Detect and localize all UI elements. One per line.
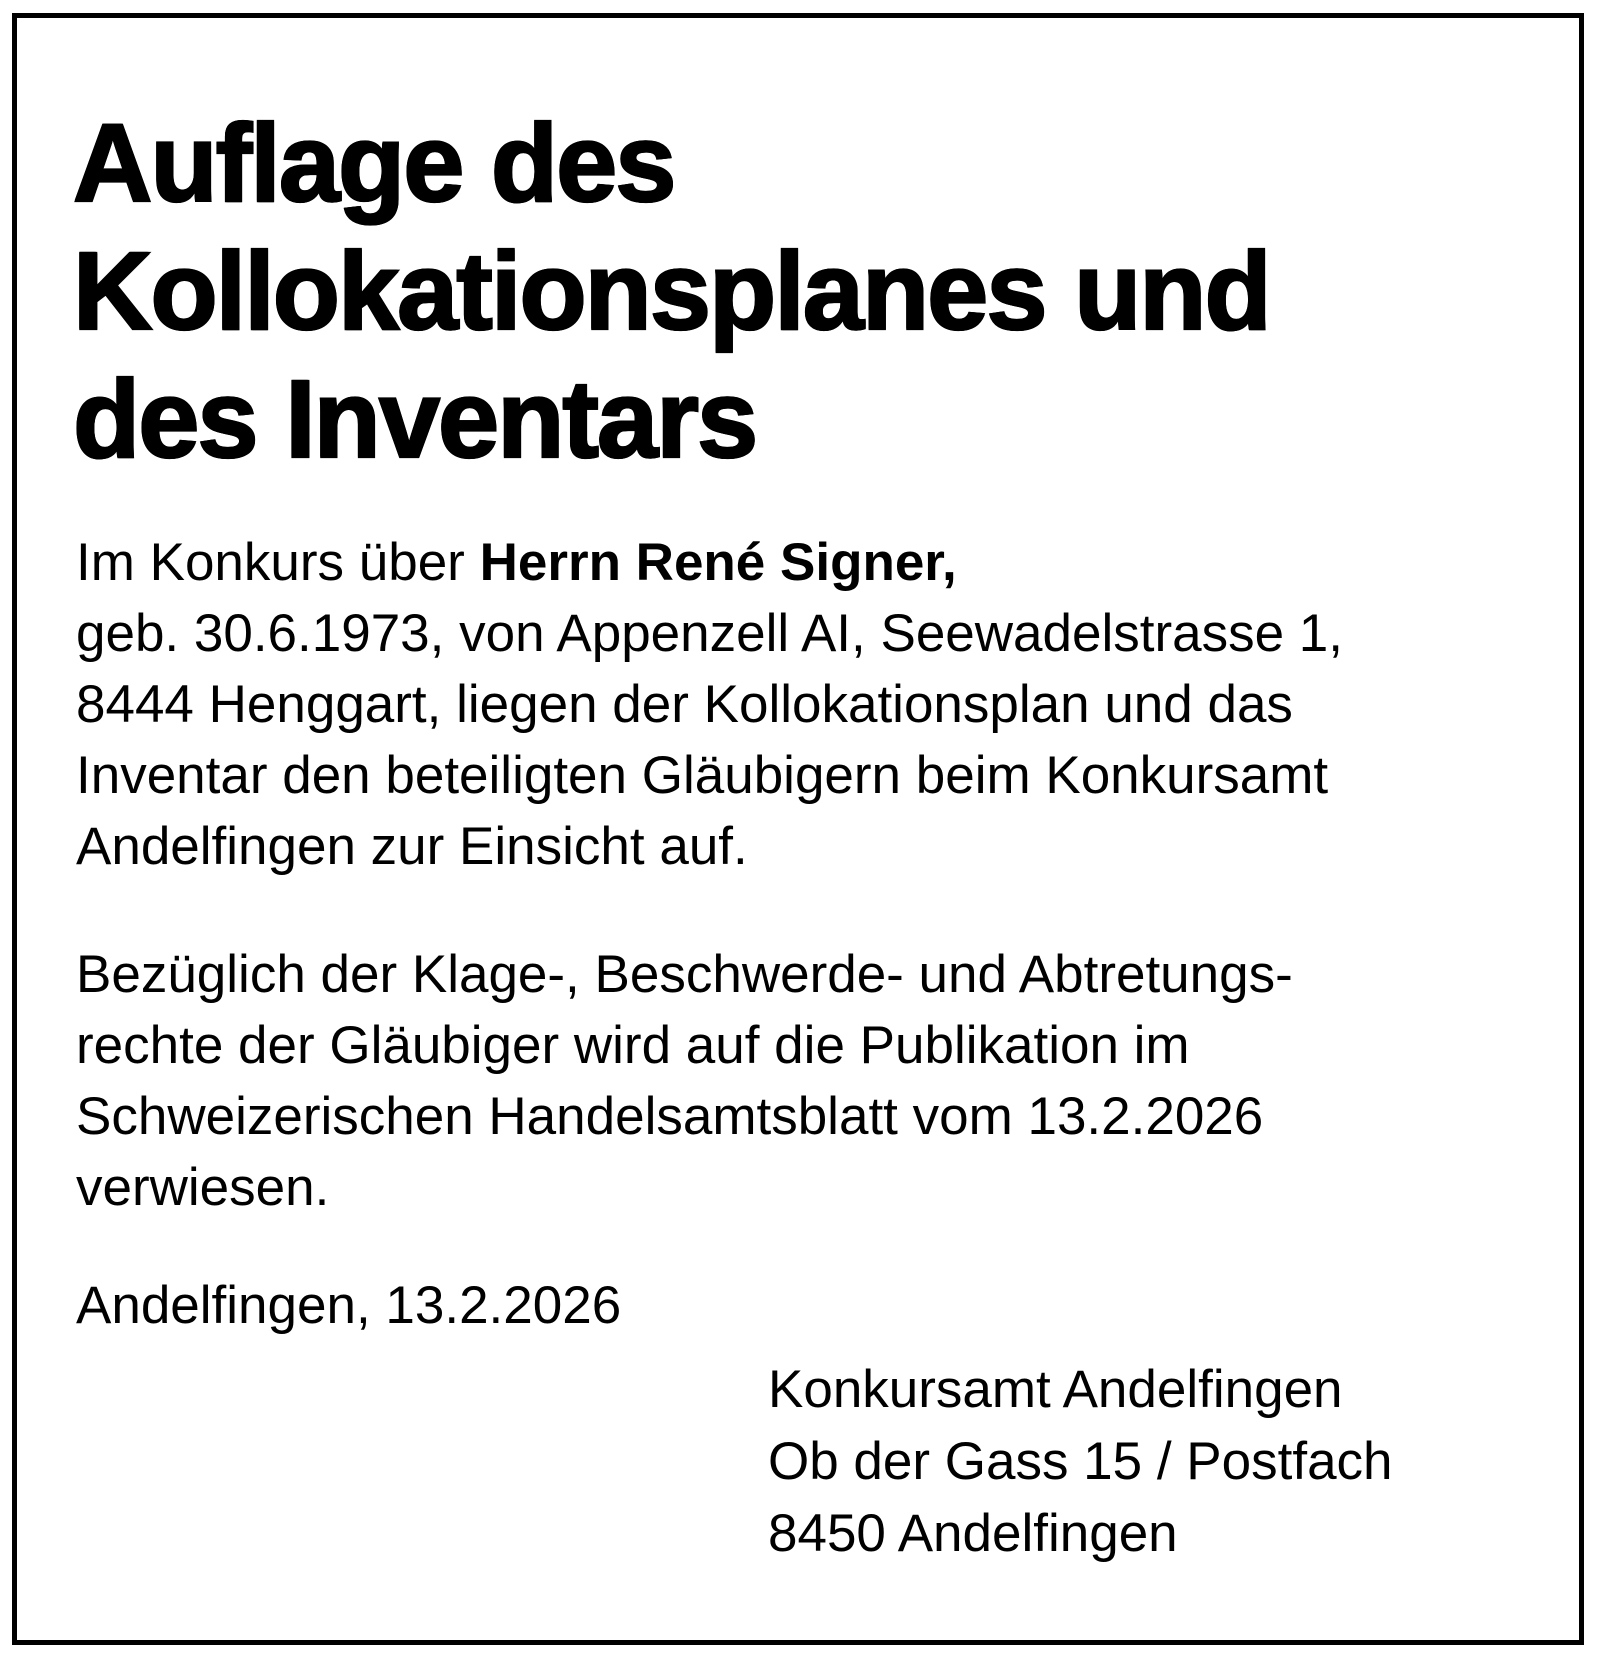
rights-line-2: rechte der Gläubiger wird auf die Publikation im (76, 1016, 1190, 1075)
signature-city: 8450 Andelfingen (768, 1504, 1178, 1563)
signature-address: Ob der Gass 15 / Postfach (768, 1432, 1393, 1491)
intro-line-1 (76, 527, 1343, 598)
signature-office: Konkursamt Andelfingen (768, 1360, 1343, 1419)
intro-lead-text: Im Konkurs über (76, 533, 480, 592)
intro-line-5: Andelfingen zur Einsicht auf. (76, 817, 748, 876)
rights-line-3: Schweizerischen Handelsamtsblatt vom 13.2.2026 (76, 1087, 1264, 1146)
title-line-1: Auflage des (73, 102, 675, 225)
dateline: Andelfingen, 13.2.2026 (76, 1276, 622, 1335)
rights-line-1: Bezüglich der Klage-, Beschwerde- und Abtretungs- (76, 945, 1293, 1004)
intro-line-4: Inventar den beteiligten Gläubigern beim Konkursamt (76, 746, 1329, 805)
title-line-2: Kollokationsplanes und (73, 230, 1270, 353)
paragraph-creditor-rights (76, 939, 1293, 1223)
intro-line-3: 8444 Henggart, liegen der Kollokationsplan und das (76, 675, 1293, 734)
debtor-name: Herrn René Signer, (479, 533, 957, 592)
intro-line-2: geb. 30.6.1973, von Appenzell AI, Seewadelstrasse 1, (76, 604, 1344, 663)
title-line-3: des Inventars (73, 358, 757, 481)
rights-line-4: verwiesen. (76, 1158, 330, 1217)
paragraph-bankruptcy-intro (76, 527, 1343, 882)
signature-block (768, 1354, 1393, 1570)
notice-title (73, 100, 1270, 484)
